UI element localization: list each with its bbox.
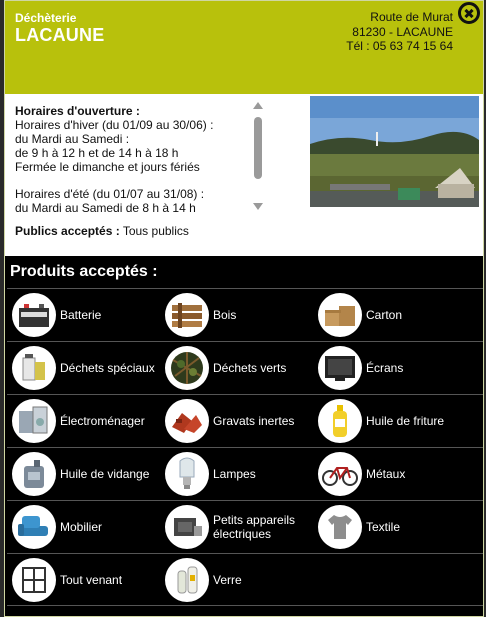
product-item-metaux[interactable] [313,448,466,500]
screen-icon [318,346,362,390]
scroll-thumb[interactable] [254,117,262,179]
products-row [7,447,483,500]
winter-days: du Mardi au Samedi : [15,132,130,146]
info-section [5,94,483,256]
product-label: Métaux [366,467,406,481]
products-row [7,394,483,447]
products-grid [7,288,483,606]
facility-address [346,10,453,54]
product-label: Huile de friture [366,414,445,428]
rubble-icon [165,399,209,443]
phone-number[interactable]: Tél : 05 63 74 15 64 [346,39,453,53]
product-item-dechets-verts[interactable] [160,342,313,394]
furniture-icon [12,505,56,549]
products-row [7,500,483,553]
product-item-lampes[interactable] [160,448,313,500]
product-label: Textile [366,520,401,534]
products-row [7,341,483,394]
opening-hours[interactable] [15,104,250,212]
glass-icon [165,558,209,602]
product-label: Petits appareils électriques [213,513,296,541]
product-item-tout-venant[interactable] [7,554,160,605]
hours-heading: Horaires d'ouverture : [15,104,140,118]
product-item-verre[interactable] [160,554,313,605]
product-item-batterie[interactable] [7,289,160,341]
address-line2: 81230 - LACAUNE [352,24,453,39]
facility-photo [310,96,479,207]
facility-name: LACAUNE [15,25,105,45]
close-icon[interactable] [458,2,480,24]
wood-icon [165,293,209,337]
product-item-huile-de-vidange[interactable] [7,448,160,500]
summer-title: Horaires d'été (du 01/07 au 31/08) : [15,187,205,201]
product-item-bois[interactable] [160,289,313,341]
product-item-mobilier[interactable] [7,501,160,553]
product-label: Écrans [366,361,404,375]
facility-type: Déchèterie [15,11,77,25]
product-label: Déchets verts [213,361,287,375]
products-title: Produits acceptés : [10,263,158,280]
small-appliance-icon [165,505,209,549]
products-section [5,256,483,617]
cardboard-icon [318,293,362,337]
facility-popup [4,0,484,617]
product-item-carton[interactable] [313,289,466,341]
product-item-ecrans[interactable] [313,342,466,394]
hours-scrollbar[interactable] [252,102,264,210]
product-item-gravats-inertes[interactable] [160,395,313,447]
summer-days: du Mardi au Samedi de 8 h à 14 h [15,201,196,212]
product-item-textile[interactable] [313,501,466,553]
product-label: Électroménager [60,414,145,428]
product-label: Mobilier [60,520,103,534]
product-label: Verre [213,572,242,587]
products-row [7,288,483,341]
appliance-icon [12,399,56,443]
product-label: Huile de vidange [60,467,150,481]
product-label: Lampes [213,467,256,481]
product-item-huile-de-friture[interactable] [313,395,466,447]
product-label: Tout venant [60,572,123,587]
metal-icon [318,452,362,496]
popup-header [5,1,483,94]
winter-title: Horaires d'hiver (du 01/09 au 30/06) : [15,118,214,132]
product-label: Carton [366,308,403,322]
product-item-petits-appareils[interactable] [160,501,313,553]
hazardous-waste-icon [12,346,56,390]
product-item-electromenager[interactable] [7,395,160,447]
lamp-icon [165,452,209,496]
scroll-up-arrow-icon[interactable] [253,102,263,109]
cooking-oil-icon [318,399,362,443]
motor-oil-icon [12,452,56,496]
publics-value: Tous publics [119,224,189,238]
winter-closed: Fermée le dimanche et jours fériés [15,160,200,174]
product-label: Bois [213,308,237,322]
product-label: Batterie [60,308,102,322]
address-line1: Route de Murat [370,10,453,24]
product-label: Gravats inertes [213,414,295,428]
publics-accepted [15,224,189,238]
product-item-dechets-speciaux[interactable] [7,342,160,394]
scroll-down-arrow-icon[interactable] [253,203,263,210]
battery-icon [12,293,56,337]
publics-label: Publics acceptés : [15,224,120,238]
winter-times: de 9 h à 12 h et de 14 h à 18 h [15,146,179,160]
textile-icon [318,505,362,549]
green-waste-icon [165,346,209,390]
products-row [7,553,483,606]
general-waste-icon [12,558,56,602]
product-label: Déchets spéciaux [60,361,155,375]
